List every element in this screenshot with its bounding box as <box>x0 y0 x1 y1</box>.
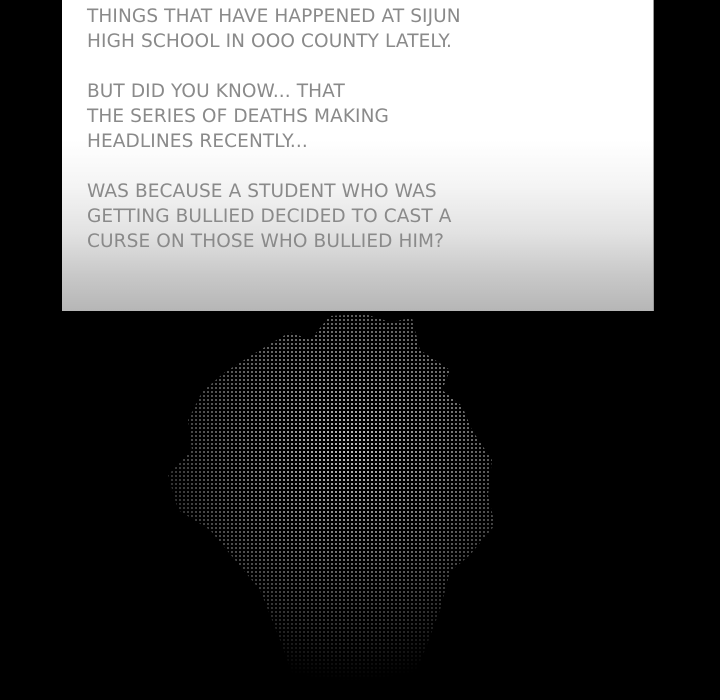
caption-box <box>62 0 654 311</box>
caption-paragraph-2 <box>87 79 627 154</box>
caption-line: THE SERIES OF DEATHS MAKING <box>87 106 389 127</box>
caption-line: GETTING BULLIED DECIDED TO CAST A <box>87 206 452 227</box>
caption-line: BUT DID YOU KNOW... THAT <box>87 81 345 102</box>
caption-paragraph-3 <box>87 179 627 254</box>
caption-line: THINGS THAT HAVE HAPPENED AT SIJUN <box>87 6 461 27</box>
caption-line: HEADLINES RECENTLY... <box>87 131 308 152</box>
caption-line: WAS BECAUSE A STUDENT WHO WAS <box>87 181 437 202</box>
halftone-shape <box>168 314 495 695</box>
caption-line: HIGH SCHOOL IN OOO COUNTY LATELY. <box>87 31 452 52</box>
caption-line: CURSE ON THOSE WHO BULLIED HIM? <box>87 231 445 252</box>
caption-text <box>87 4 627 279</box>
caption-paragraph-1 <box>87 4 627 54</box>
halftone-cloud-illustration <box>150 310 550 700</box>
